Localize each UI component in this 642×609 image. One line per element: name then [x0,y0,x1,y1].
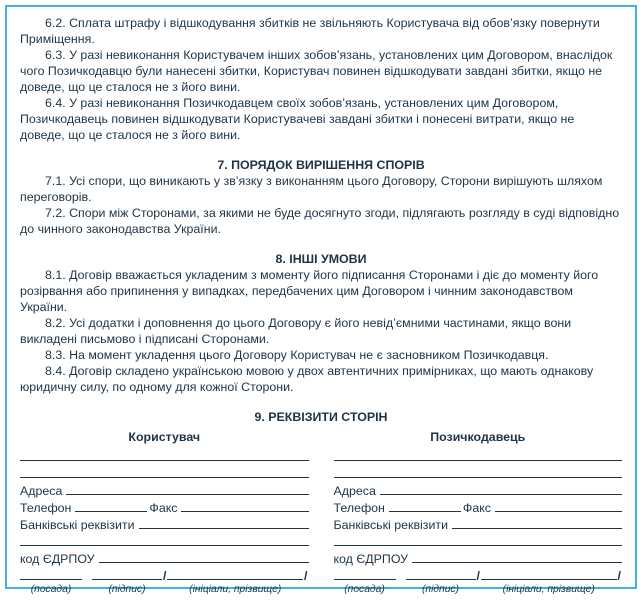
blank-line [20,578,82,580]
fax-label: Факс [462,501,491,515]
blank-line [481,578,617,580]
blank-line [181,510,308,512]
address-label: Адреса [333,484,376,498]
blank-line [334,459,623,461]
paragraph-8-2: 8.2. Усі додатки і доповнення до цього Договору є його невід’ємними частинами, якщо вони викладені письмово і підписані Сторонами. [20,316,572,346]
blank-line-row [20,447,309,464]
slash-separator: / [304,569,308,583]
edrpou-row [20,549,309,566]
blank-line [66,493,308,495]
address-label: Адреса [20,484,63,498]
section-7-body [20,173,622,237]
blank-line [20,459,309,461]
requisites-block [20,427,622,596]
paragraph-8-1: 8.1. Договір вважається укладеним з моменту його підписання Сторонами і діє до моменту його розірвання або припинення у випадках, передбачених цим Договором і чинним законодавством України. [20,268,599,314]
blank-line [406,578,476,580]
blank-line [92,578,162,580]
blank-line [334,578,396,580]
slash-separator: / [476,569,480,583]
blank-line-row [334,464,623,481]
phone-fax-row [20,498,309,515]
position-caption: (посада) [30,584,72,595]
blank-line [75,510,147,512]
phone-label: Телефон [333,501,385,515]
blank-line [495,510,622,512]
edrpou-label: код ЄДРПОУ [333,552,409,566]
bank-details-row [334,515,623,532]
slash-separator: / [163,569,167,583]
blank-line [334,544,623,546]
signature-captions-row [20,583,309,596]
initials-surname-caption: (ініціали, прізвище) [189,584,282,595]
paragraph-8-3: 8.3. На момент укладення цього Договору Користувач не є засновником Позичкодавця. [45,348,549,362]
phone-fax-row [334,498,623,515]
blank-line [452,527,622,529]
paragraph-6-3: 6.3. У разі невиконання Користувачем інших зобов’язань, установлених цим Договором, внаслідок чого Позичкодавцю були нанесені збитки, Користувач повинен відшкодувати завдані збитки, якщо не доведе, що це сталося не з його вини. [20,48,613,94]
paragraph-6-4: 6.4. У разі невиконання Позичкодавцем своїх зобов’язань, установлених цим Договором, Позичкодавець повинен відшкодувати Користувачеві завдані збитки і понесені витрати, якщо не доведе, що це сталося не з його вини. [20,96,575,142]
signature-caption: (підпис) [108,584,146,595]
edrpou-row [334,549,623,566]
address-row [334,481,623,498]
phone-label: Телефон [20,501,72,515]
blank-line [167,578,303,580]
blank-line [412,561,622,563]
blank-line [139,527,309,529]
section-8-body [20,267,622,395]
fax-label: Факс [149,501,178,515]
signature-caption: (підпис) [421,584,460,595]
section-6-body [20,15,622,143]
signature-row [20,566,309,583]
position-caption: (посада) [344,584,385,595]
section-7-heading: 7. ПОРЯДОК ВИРІШЕННЯ СПОРІВ [217,158,425,172]
signature-row [334,566,623,583]
blank-line [380,493,622,495]
blank-line [20,476,309,478]
paragraph-8-4: 8.4. Договір складено українською мовою у двох автентичних примірниках, що мають однакову юридичну силу, по одному для кожної Сторони. [20,364,594,394]
initials-surname-caption: (ініціали, прізвище) [502,584,595,595]
section-8-heading: 8. ІНШІ УМОВИ [275,252,367,266]
blank-line-row [20,532,309,549]
bank-details-label: Банківські реквізити [333,518,448,532]
blank-line [99,561,309,563]
bank-details-row [20,515,309,532]
requisites-column-user [20,427,309,596]
paragraph-6-2: 6.2. Сплата штрафу і відшкодування збитків не звільняють Користувача від обов’язку повернути Приміщення. [20,16,600,46]
blank-line-row [334,532,623,549]
section-9-heading: 9. РЕКВІЗИТИ СТОРІН [254,410,388,424]
blank-line-row [20,464,309,481]
column-title-lender: Позичкодавець [430,430,526,444]
blank-line-row [334,447,623,464]
column-title-user: Користувач [128,430,201,444]
blank-line [334,476,623,478]
signature-captions-row [334,583,623,596]
address-row [20,481,309,498]
paragraph-7-1: 7.1. Усі спори, що виникають у зв’язку з виконанням цього Договору, Сторони вирішують шляхом переговорів. [20,174,603,204]
edrpou-label: код ЄДРПОУ [20,552,95,566]
blank-line [20,544,309,546]
requisites-column-lender [334,427,623,596]
blank-line [389,510,461,512]
bank-details-label: Банківські реквізити [20,518,135,532]
paragraph-7-2: 7.2. Спори між Сторонами, за якими не буде досягнуто згоди, підлягають розгляду в суді відповідно до чинного законодавства України. [20,206,620,236]
contract-document-page [5,5,637,595]
slash-separator: / [617,569,621,583]
